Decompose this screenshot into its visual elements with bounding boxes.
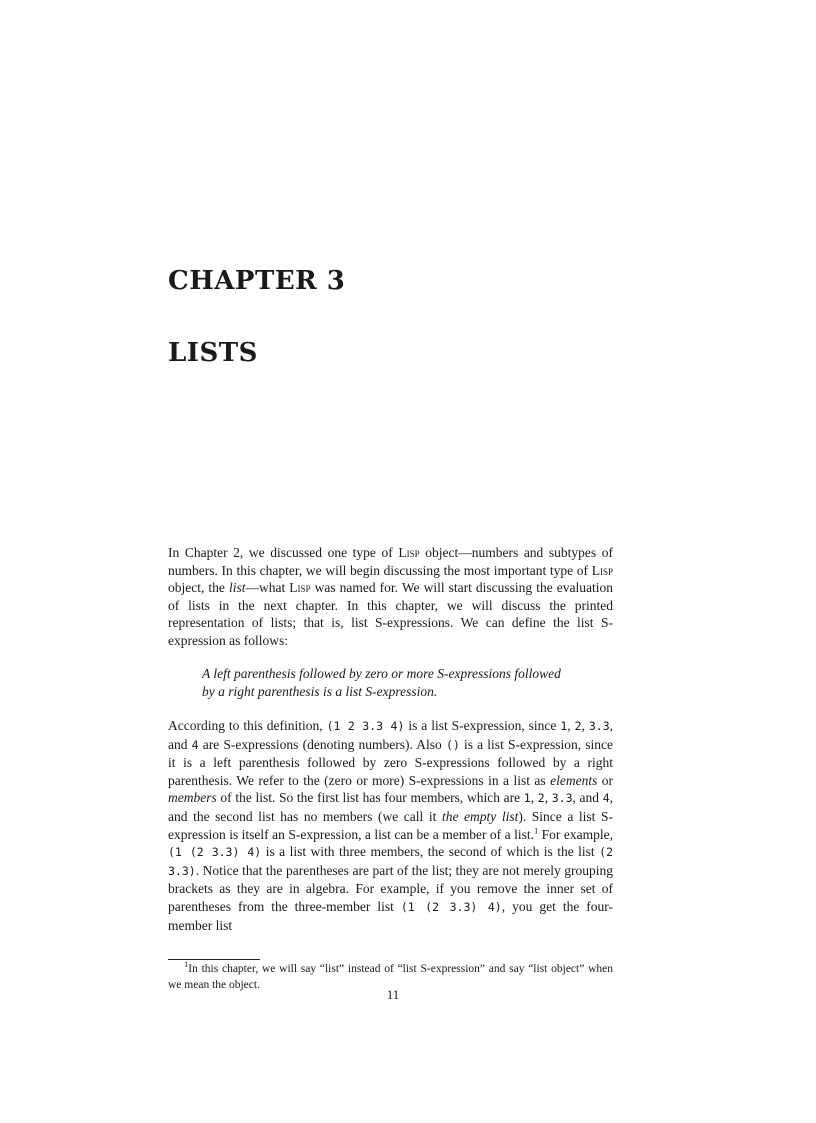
text-run: object, the [168, 580, 229, 596]
intro-paragraph [168, 544, 613, 650]
emphasis: elements [550, 772, 598, 788]
text-run: is a list S-expression, since [404, 718, 561, 733]
footnote-number: 1 [184, 959, 189, 970]
text-run: . Notice that the parentheses are part of the list; they are not merely grouping brackets as they are in algebra. For example, if you remove the inner set of parentheses from the three-member list [168, 862, 613, 914]
footnote-text: In this chapter, we will say “list” instead of “list S-expression” and say “list object” when we mean the object. [168, 963, 613, 991]
text-run: —what [245, 580, 290, 596]
page-number: 11 [386, 987, 400, 1002]
text-run: or [597, 772, 614, 788]
text-run: , and [572, 790, 603, 806]
text-run: , and the second list has no members (we call it [168, 790, 614, 824]
code-snippet: 2 [537, 791, 545, 806]
definition-line: A left parenthesis followed by zero or more S-expressions followed [202, 666, 561, 681]
emphasis: members [168, 790, 217, 806]
code-snippet: 3.3 [551, 791, 573, 806]
text-run: ). Since a list S-expression is itself an S-expression, a list can be a member of a list. [168, 808, 613, 842]
footnote-marker[interactable]: 1 [533, 825, 539, 836]
text-run: , [581, 718, 589, 733]
text-run: , [544, 790, 552, 806]
text-run: For example, [538, 826, 613, 842]
text-run: , [567, 718, 575, 733]
code-snippet: (2 3.3) [168, 845, 613, 878]
text-run: are S-expressions (denoting numbers). Also [198, 736, 446, 752]
code-snippet: (1 (2 3.3) 4) [400, 899, 502, 914]
chapter-title: LISTS [168, 338, 258, 368]
code-snippet: 4 [191, 737, 199, 752]
code-snippet: 1 [523, 791, 531, 806]
text-run: According to this definition, [168, 718, 327, 733]
text-run: was named for. We will start discussing the evaluation of lists in the next chapter. In this chapter, we will discuss the printed representation of lists; that is, list S-expressions. We can define the list S-expression as follows: [168, 580, 613, 648]
text-run: is a list S-expression, since it is a left parenthesis followed by zero S-expressions followed by a right parenthesis. We refer to the (zero or more) S-expressions in a list as [168, 736, 614, 788]
definition-line: by a right parenthesis is a list S-expression. [202, 683, 438, 699]
text-run: In Chapter 2, we discussed one type of [168, 545, 399, 560]
text-run: , and [168, 718, 614, 752]
definition-discussion-paragraph [168, 717, 613, 934]
chapter-label: CHAPTER 3 [168, 266, 346, 296]
code-snippet: 1 [560, 719, 568, 733]
footnote-divider [168, 959, 260, 960]
text-run: , [530, 790, 538, 806]
code-snippet: () [445, 737, 460, 752]
text-run: , you get the four-member list [168, 898, 614, 933]
code-snippet: (1 (2 3.3) 4) [168, 845, 262, 860]
emphasis: list [228, 580, 246, 596]
code-snippet: (1 2 3.3 4) [326, 719, 405, 733]
lisp-name: Lisp [591, 562, 613, 578]
lisp-name: Lisp [289, 580, 311, 596]
code-snippet: 2 [574, 719, 582, 733]
emphasis: the empty list [441, 808, 519, 824]
code-snippet: 3.3 [588, 719, 610, 733]
text-run: object—numbers and subtypes of numbers. In this chapter, we will begin discussing the most important type of [168, 545, 614, 578]
definition-block [202, 665, 602, 700]
text-run: of the list. So the first list has four members, which are [216, 790, 524, 806]
code-snippet: 4 [602, 791, 610, 806]
text-run: is a list with three members, the second of which is the list [261, 844, 600, 860]
lisp-name: Lisp [398, 545, 420, 560]
